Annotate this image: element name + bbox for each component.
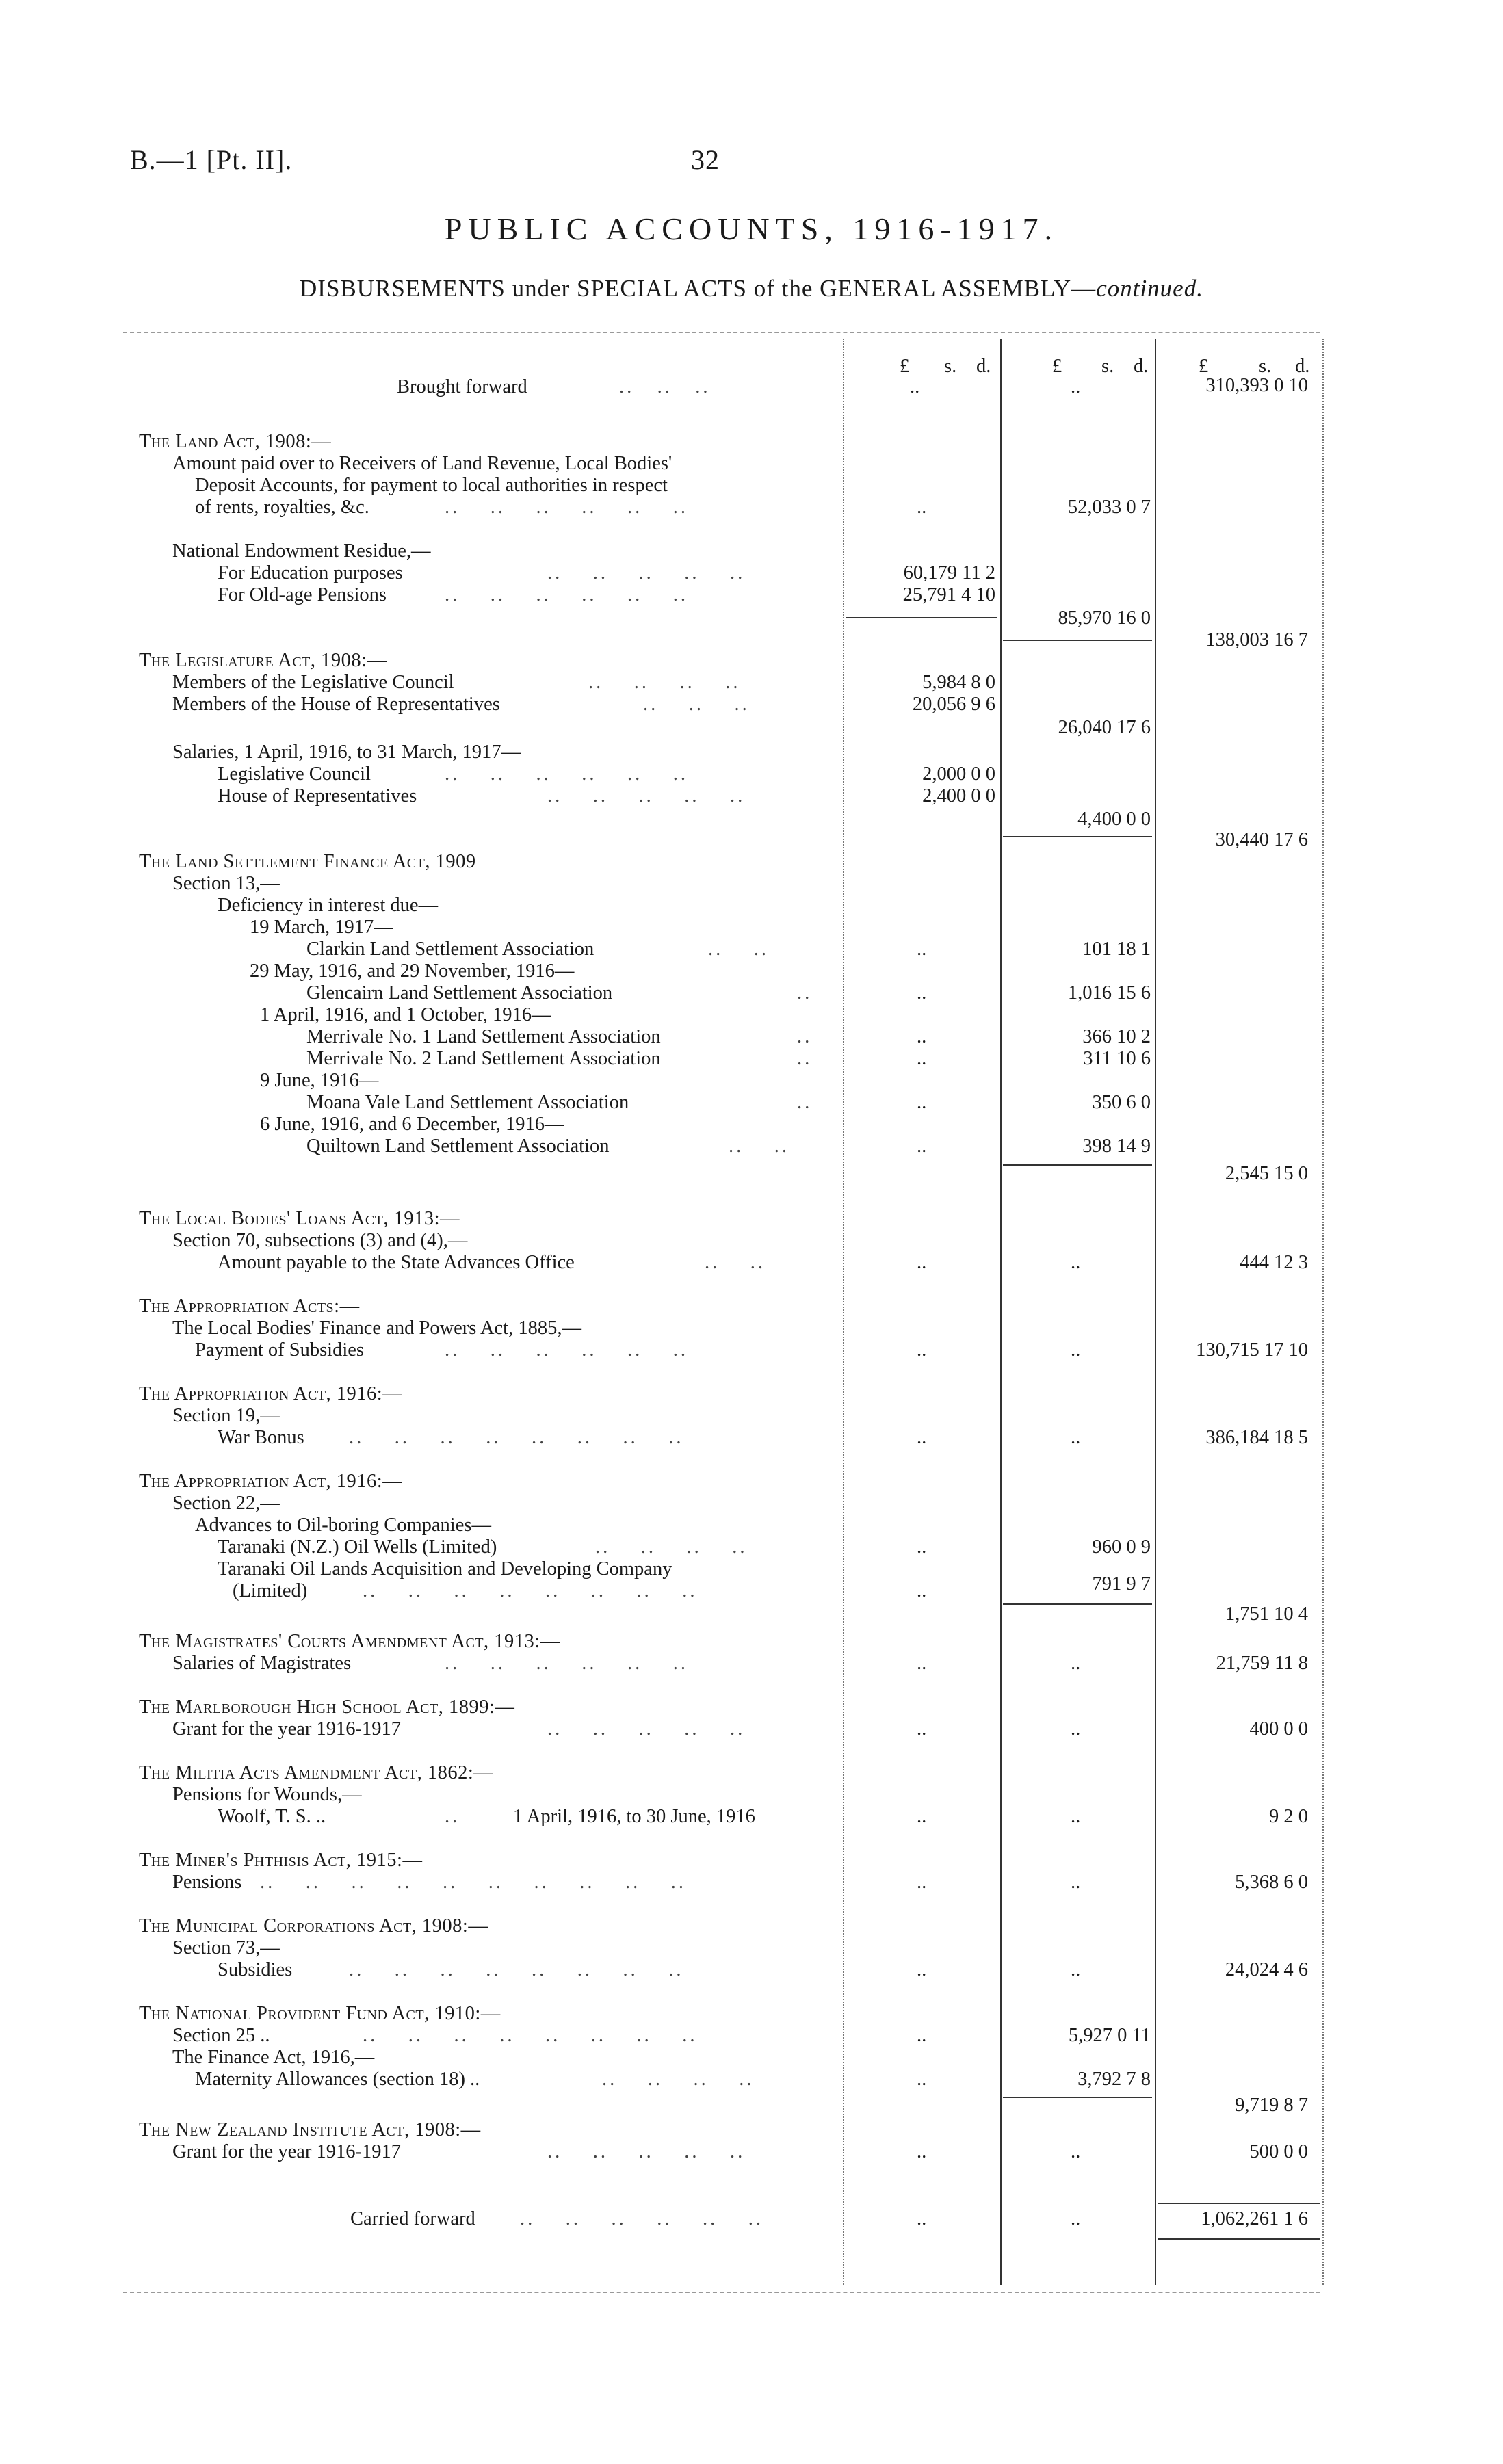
subtotal-rule (1003, 2097, 1152, 2098)
council-amount: 5,984 8 0 (922, 672, 995, 693)
legislature-act-total: 30,440 17 6 (1215, 829, 1308, 850)
placeholder-dots: .. (1071, 1959, 1081, 1980)
leader-dots: .. .. .. .. .. .. (445, 497, 688, 518)
carried-forward-total: 1,062,261 1 6 (1201, 2208, 1308, 2229)
education-label: For Education purposes (218, 562, 403, 584)
placeholder-dots: .. (917, 1092, 927, 1113)
appropriation-1916-b-section: Section 22,— (172, 1493, 280, 1514)
miners-total: 5,368 6 0 (1235, 1872, 1308, 1893)
brought-forward-total: 310,393 0 10 (1205, 375, 1308, 396)
magistrates-total: 21,759 11 8 (1216, 1653, 1308, 1674)
war-bonus-label: War Bonus (218, 1427, 304, 1448)
column-separator (1155, 339, 1156, 2285)
col2-pence-heading: d. (1134, 356, 1149, 377)
local-bodies-total: 444 12 3 (1240, 1252, 1308, 1273)
col2-shilling-heading: s. (1101, 356, 1114, 377)
leader-dots: .. .. .. (619, 376, 711, 397)
clarkin-label: Clarkin Land Settlement Association (306, 939, 594, 960)
col1-shilling-heading: s. (944, 356, 957, 377)
placeholder-dots: .. (1071, 376, 1081, 397)
provident-heading: The National Provident Fund Act, 1910:— (139, 2003, 501, 2024)
column-separator (843, 339, 844, 2285)
municipal-label: Subsidies (218, 1959, 293, 1980)
placeholder-dots: .. (1071, 1806, 1081, 1827)
col3-shilling-heading: s. (1259, 356, 1272, 377)
quiltown-label: Quiltown Land Settlement Association (306, 1136, 610, 1157)
placeholder-dots: .. (917, 2208, 927, 2229)
oldage-label: For Old-age Pensions (218, 584, 387, 605)
members-subtotal: 26,040 17 6 (1058, 717, 1151, 738)
leader-dots: .. .. (705, 1252, 766, 1273)
land-act-line-2: Deposit Accounts, for payment to local authorities in respect (195, 475, 668, 496)
ls-date-2: 29 May, 1916, and 29 November, 1916— (250, 960, 575, 982)
land-act-line-1: Amount paid over to Receivers of Land Revenue, Local Bodies' (172, 453, 672, 474)
placeholder-dots: .. (917, 982, 927, 1004)
appropriation-1916-a-section: Section 19,— (172, 1405, 280, 1426)
subtotal-rule (846, 617, 997, 618)
local-bodies-label: Amount payable to the State Advances Office (218, 1252, 575, 1273)
land-act-line-3: of rents, royalties, &c. (195, 497, 369, 518)
leader-dots: .. .. .. .. .. .. (445, 1339, 688, 1361)
leader-dots: .. .. .. .. .. (547, 1718, 746, 1740)
column-separator (1322, 339, 1324, 2285)
ls-section: Section 13,— (172, 873, 280, 894)
appropriation-1916-b-heading: The Appropriation Act, 1916:— (139, 1471, 403, 1492)
page-title: PUBLIC ACCOUNTS, 1916-1917. (444, 211, 1059, 246)
land-act-heading: The Land Act, 1908:— (139, 431, 332, 452)
ner-heading: National Endowment Residue,— (172, 540, 431, 562)
placeholder-dots: .. (1071, 1718, 1081, 1740)
subtitle-main: DISBURSEMENTS under SPECIAL ACTS of the GENERAL ASSEMBLY— (300, 275, 1097, 302)
placeholder-dots: .. (917, 1339, 927, 1361)
appropriation-1916-a-heading: The Appropriation Act, 1916:— (139, 1383, 403, 1404)
nz-institute-heading: The New Zealand Institute Act, 1908:— (139, 2119, 481, 2140)
maternity-label: Maternity Allowances (section 18) .. (195, 2069, 480, 2090)
placeholder-dots: .. (1071, 2141, 1081, 2162)
leader-dots: .. .. .. .. .. .. .. .. (363, 1580, 698, 1601)
placeholder-dots: .. (917, 1026, 927, 1047)
land-act-total: 138,003 16 7 (1205, 629, 1308, 651)
glencairn-amount: 1,016 15 6 (1067, 982, 1151, 1004)
placeholder-dots: .. (917, 1806, 927, 1827)
col1-pound-heading: £ (900, 356, 910, 377)
placeholder-dots: .. (917, 1136, 927, 1157)
miners-heading: The Miner's Phthisis Act, 1915:— (139, 1850, 423, 1871)
placeholder-dots: .. (917, 1653, 927, 1674)
placeholder-dots: .. (917, 1536, 927, 1558)
militia-sub: Pensions for Wounds,— (172, 1784, 362, 1805)
glencairn-label: Glencairn Land Settlement Association (306, 982, 613, 1004)
quiltown-amount: 398 14 9 (1082, 1136, 1151, 1157)
militia-period: 1 April, 1916, to 30 June, 1916 (513, 1806, 755, 1827)
taranaki-lands-label-2: (Limited) (233, 1580, 308, 1601)
merrivale1-amount: 366 10 2 (1082, 1026, 1151, 1047)
ner-subtotal: 85,970 16 0 (1058, 607, 1151, 629)
leader-dots: .. .. .. .. .. (547, 2141, 746, 2162)
leader-dots: .. (797, 1092, 813, 1113)
taranaki-wells-amount: 960 0 9 (1092, 1536, 1151, 1558)
brought-forward-label: Brought forward (397, 376, 527, 397)
placeholder-dots: .. (917, 1959, 927, 1980)
leader-dots: .. .. .. .. .. .. .. .. (363, 2025, 698, 2046)
provident-sub: The Finance Act, 1916,— (172, 2047, 375, 2068)
municipal-total: 24,024 4 6 (1225, 1959, 1308, 1980)
maternity-amount: 3,792 7 8 (1077, 2069, 1151, 2090)
placeholder-dots: .. (917, 2069, 927, 2090)
merrivale1-label: Merrivale No. 1 Land Settlement Association (306, 1026, 661, 1047)
land-settlement-total: 2,545 15 0 (1225, 1163, 1308, 1184)
subtotal-rule (1003, 1603, 1152, 1605)
placeholder-dots: .. (1071, 2208, 1081, 2229)
subtitle-continued: continued. (1096, 275, 1203, 302)
leader-dots: .. .. (708, 939, 769, 960)
oil-boring-sub: Advances to Oil-boring Companies— (195, 1515, 491, 1536)
total-rule (1158, 2238, 1320, 2240)
leader-dots: .. .. .. .. .. .. (520, 2208, 763, 2229)
placeholder-dots: .. (910, 376, 920, 397)
appropriation-1916-b-total: 1,751 10 4 (1225, 1603, 1308, 1625)
ls-deficiency: Deficiency in interest due— (218, 895, 439, 916)
appropriation-acts-heading: The Appropriation Acts:— (139, 1296, 360, 1317)
leader-dots: .. .. .. .. .. .. (445, 763, 688, 785)
taranaki-lands-label: Taranaki Oil Lands Acquisition and Developing Company (218, 1558, 672, 1580)
sal-council-label: Legislative Council (218, 763, 371, 785)
column-separator (1000, 339, 1002, 2285)
sal-council-amount: 2,000 0 0 (922, 763, 995, 785)
militia-heading: The Militia Acts Amendment Act, 1862:— (139, 1762, 494, 1783)
nz-institute-total: 500 0 0 (1249, 2141, 1308, 2162)
subtotal-rule (1003, 836, 1152, 837)
placeholder-dots: .. (917, 1718, 927, 1740)
marlborough-heading: The Marlborough High School Act, 1899:— (139, 1696, 515, 1718)
leader-dots: .. .. .. .. .. (547, 785, 746, 807)
placeholder-dots: .. (917, 1872, 927, 1893)
placeholder-dots: .. (1071, 1872, 1081, 1893)
ls-date-4: 9 June, 1916— (260, 1070, 379, 1091)
placeholder-dots: .. (917, 1048, 927, 1069)
page-subtitle (0, 275, 1503, 302)
appropriation-acts-label: Payment of Subsidies (195, 1339, 364, 1361)
placeholder-dots: .. (917, 2141, 927, 2162)
leader-dots: .. (797, 1026, 813, 1047)
page-number: 32 (691, 144, 720, 175)
placeholder-dots: .. (1071, 1339, 1081, 1361)
leader-dots: .. .. .. .. .. .. .. .. (349, 1427, 684, 1448)
salaries-heading: Salaries, 1 April, 1916, to 31 March, 1917— (172, 742, 521, 763)
col3-pound-heading: £ (1199, 356, 1209, 377)
ls-date-1: 19 March, 1917— (250, 917, 393, 938)
marlborough-label: Grant for the year 1916-1917 (172, 1718, 401, 1740)
sal-house-label: House of Representatives (218, 785, 417, 807)
local-bodies-heading: The Local Bodies' Loans Act, 1913:— (139, 1208, 460, 1229)
local-bodies-section: Section 70, subsections (3) and (4),— (172, 1230, 468, 1251)
leader-dots: .. .. (729, 1136, 789, 1157)
militia-total: 9 2 0 (1269, 1806, 1308, 1827)
militia-name: Woolf, T. S. .. (218, 1806, 326, 1827)
leader-dots: .. .. .. .. .. (547, 562, 746, 584)
leader-dots: .. .. .. .. (588, 672, 741, 693)
house-label: Members of the House of Representatives (172, 694, 500, 715)
merrivale2-amount: 311 10 6 (1083, 1048, 1151, 1069)
placeholder-dots: .. (917, 2025, 927, 2046)
moana-amount: 350 6 0 (1092, 1092, 1151, 1113)
leader-dots: .. .. .. .. .. .. .. .. (349, 1959, 684, 1980)
municipal-heading: The Municipal Corporations Act, 1908:— (139, 1915, 488, 1937)
legislature-act-heading: The Legislature Act, 1908:— (139, 650, 387, 671)
total-rule (1158, 2203, 1320, 2204)
document-reference: B.—1 [Pt. II]. (130, 144, 293, 175)
moana-label: Moana Vale Land Settlement Association (306, 1092, 629, 1113)
placeholder-dots: .. (917, 497, 927, 518)
land-act-amount: 52,033 0 7 (1067, 497, 1151, 518)
land-settlement-heading: The Land Settlement Finance Act, 1909 (139, 851, 476, 872)
taranaki-wells-label: Taranaki (N.Z.) Oil Wells (Limited) (218, 1536, 497, 1558)
leader-dots: .. (797, 1048, 813, 1069)
placeholder-dots: .. (917, 1580, 927, 1601)
taranaki-lands-amount: 791 9 7 (1092, 1573, 1151, 1595)
municipal-section: Section 73,— (172, 1937, 280, 1958)
oldage-amount: 25,791 4 10 (902, 584, 995, 605)
leader-dots: .. .. .. .. .. .. .. .. .. .. (260, 1872, 686, 1893)
nz-institute-label: Grant for the year 1916-1917 (172, 2141, 401, 2162)
provident-section: Section 25 .. (172, 2025, 270, 2046)
subtotal-rule (1003, 640, 1152, 641)
sal-house-amount: 2,400 0 0 (922, 785, 995, 807)
placeholder-dots: .. (1071, 1427, 1081, 1448)
col3-pence-heading: d. (1295, 356, 1310, 377)
ls-date-3: 1 April, 1916, and 1 October, 1916— (260, 1004, 551, 1025)
leader-dots: .. (797, 982, 813, 1004)
placeholder-dots: .. (917, 1252, 927, 1273)
miners-label: Pensions (172, 1872, 242, 1893)
ls-date-5: 6 June, 1916, and 6 December, 1916— (260, 1114, 564, 1135)
magistrates-heading: The Magistrates' Courts Amendment Act, 1913:— (139, 1631, 560, 1652)
appropriation-acts-total: 130,715 17 10 (1196, 1339, 1308, 1361)
magistrates-label: Salaries of Magistrates (172, 1653, 352, 1674)
leader-dots: .. .. .. .. (595, 1536, 748, 1558)
council-label: Members of the Legislative Council (172, 672, 454, 693)
merrivale2-label: Merrivale No. 2 Land Settlement Association (306, 1048, 661, 1069)
col1-pence-heading: d. (976, 356, 991, 377)
house-amount: 20,056 9 6 (912, 694, 995, 715)
leader-dots: .. .. .. .. (602, 2069, 755, 2090)
clarkin-amount: 101 18 1 (1082, 939, 1151, 960)
war-bonus-total: 386,184 18 5 (1205, 1427, 1308, 1448)
table-top-rule (123, 332, 1320, 333)
leader-dots: .. .. .. .. .. .. (445, 1653, 688, 1674)
provident-section-amount: 5,927 0 11 (1068, 2025, 1151, 2046)
placeholder-dots: .. (1071, 1653, 1081, 1674)
placeholder-dots: .. (917, 939, 927, 960)
salaries-subtotal: 4,400 0 0 (1077, 809, 1151, 830)
subtotal-rule (1003, 1164, 1152, 1166)
placeholder-dots: .. (917, 1427, 927, 1448)
leader-dots: .. (445, 1806, 460, 1827)
leader-dots: .. .. .. .. .. .. (445, 584, 688, 605)
provident-total: 9,719 8 7 (1235, 2095, 1308, 2116)
col2-pound-heading: £ (1052, 356, 1062, 377)
carried-forward-label: Carried forward (350, 2208, 475, 2229)
marlborough-total: 400 0 0 (1249, 1718, 1308, 1740)
leader-dots: .. .. .. (643, 694, 750, 715)
table-bottom-rule (123, 2292, 1320, 2293)
education-amount: 60,179 11 2 (903, 562, 995, 584)
appropriation-acts-sub: The Local Bodies' Finance and Powers Act, 1885,— (172, 1318, 581, 1339)
placeholder-dots: .. (1071, 1252, 1081, 1273)
